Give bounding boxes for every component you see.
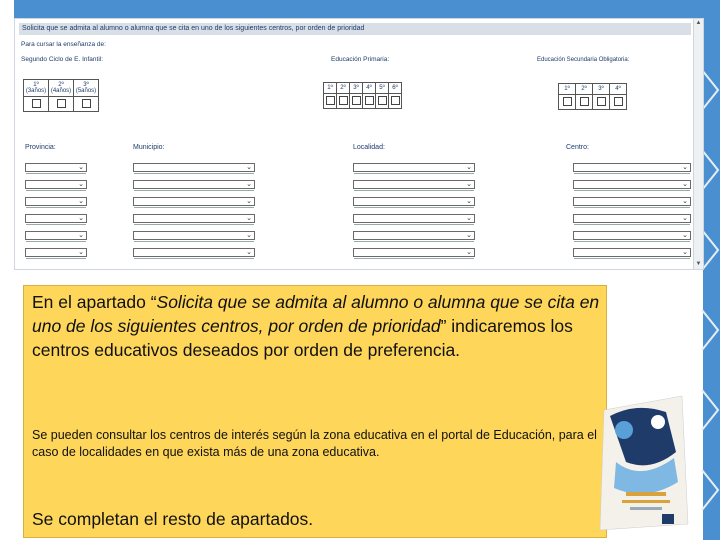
left-margin [0, 0, 14, 540]
chevron-down-icon: ⌄ [78, 198, 84, 205]
chevron-down-icon: ⌄ [246, 164, 252, 171]
chevron-down-icon: ⌄ [682, 198, 688, 205]
chevron-down-icon: ⌄ [466, 164, 472, 171]
chevron-down-icon: ⌄ [466, 198, 472, 205]
grade-checkbox[interactable] [614, 97, 623, 106]
chevron-down-icon: ⌄ [78, 181, 84, 188]
chevron-down-icon: ⌄ [246, 232, 252, 239]
grade-header: 3º [593, 84, 610, 95]
p1-rest: ” indicaremos los centros educativos deseados por orden de preferencia. [32, 316, 573, 360]
grade-header: 2º [576, 84, 593, 95]
chevron-down-icon: ⌄ [78, 164, 84, 171]
dropdown-select[interactable] [353, 163, 475, 172]
grade-header: 3º (5años) [74, 80, 99, 97]
localidad-label: Localidad: [353, 144, 385, 151]
primaria-grade-table [323, 82, 402, 109]
p1-quoted-section: Solicita que se admita al alumno o alumna que se cita en uno de los siguientes centros, por orden de prioridad [32, 292, 600, 336]
grade-checkbox[interactable] [352, 96, 361, 105]
grade-header: 3º [350, 83, 363, 94]
scroll-down-arrow-icon[interactable]: ▼ [695, 261, 702, 267]
grade-checkbox[interactable] [597, 97, 606, 106]
grade-checkbox[interactable] [339, 96, 348, 105]
p1-intro: En el apartado “ [32, 292, 157, 312]
grade-header: 1º [559, 84, 576, 95]
grade-checkbox[interactable] [391, 96, 400, 105]
grade-checkbox[interactable] [365, 96, 374, 105]
grade-checkbox[interactable] [57, 99, 66, 108]
dropdown-select[interactable] [25, 248, 87, 257]
dropdown-select[interactable] [25, 180, 87, 189]
dropdown-select[interactable] [133, 214, 255, 223]
municipio-label: Municipio: [133, 144, 165, 151]
chevron-down-icon: ⌄ [682, 164, 688, 171]
grade-header: 1º [324, 83, 337, 94]
dropdown-select[interactable] [353, 248, 475, 257]
grade-header: 2º [337, 83, 350, 94]
dropdown-select[interactable] [25, 231, 87, 240]
dropdown-select[interactable] [133, 197, 255, 206]
grade-header: 1º (3años) [24, 80, 49, 97]
dropdown-select[interactable] [25, 197, 87, 206]
eso-grade-table [558, 83, 627, 110]
grade-header: 4º [363, 83, 376, 94]
dropdown-select[interactable] [573, 163, 691, 172]
infantil-label: Segundo Ciclo de E. Infantil: [21, 56, 104, 63]
grade-header: 6º [389, 83, 402, 94]
grade-checkbox[interactable] [32, 99, 41, 108]
chevron-down-icon: ⌄ [246, 249, 252, 256]
dropdown-select[interactable] [573, 197, 691, 206]
centro-label: Centro: [566, 144, 589, 151]
dropdown-select[interactable] [353, 180, 475, 189]
grade-header: 5º [376, 83, 389, 94]
grade-checkbox[interactable] [563, 97, 572, 106]
application-form-screenshot [14, 18, 704, 270]
dropdown-select[interactable] [25, 214, 87, 223]
dropdown-select[interactable] [353, 197, 475, 206]
dropdown-select[interactable] [133, 163, 255, 172]
dropdown-select[interactable] [133, 231, 255, 240]
dropdown-select[interactable] [133, 248, 255, 257]
dropdown-select[interactable] [573, 248, 691, 257]
grade-header: 2º (4años) [49, 80, 74, 97]
scroll-up-arrow-icon[interactable]: ▲ [695, 20, 702, 26]
chevron-down-icon: ⌄ [246, 198, 252, 205]
dropdown-select[interactable] [353, 231, 475, 240]
top-blue-bar [0, 0, 720, 18]
explanation-paragraph-3: Se completan el resto de apartados. [32, 509, 314, 529]
chevron-down-icon: ⌄ [466, 249, 472, 256]
grade-checkbox[interactable] [82, 99, 91, 108]
chevron-down-icon: ⌄ [682, 249, 688, 256]
chevron-down-icon: ⌄ [466, 232, 472, 239]
grade-checkbox[interactable] [378, 96, 387, 105]
chevron-down-icon: ⌄ [682, 181, 688, 188]
form-section-title: Solicita que se admita al alumno o alumna que se cita en uno de los siguientes centros, por orden de prioridad [19, 23, 691, 35]
grade-header: 4º [610, 84, 627, 95]
chevron-down-icon: ⌄ [246, 181, 252, 188]
para-cursar-label: Para cursar la enseñanza de: [21, 41, 106, 48]
infantil-grade-table [23, 79, 99, 112]
eso-label: Educación Secundaria Obligatoria: [537, 57, 630, 63]
dropdown-select[interactable] [573, 231, 691, 240]
chevron-down-icon: ⌄ [78, 232, 84, 239]
explanation-paragraph-2: Se pueden consultar los centros de interés según la zona educativa en el portal de Educación, para el caso de localidades en que exista más de una zona educativa. [32, 428, 597, 459]
admission-poster-image [596, 392, 690, 532]
primaria-label: Educación Primaria: [331, 56, 390, 63]
chevron-down-icon: ⌄ [466, 181, 472, 188]
chevron-down-icon: ⌄ [78, 249, 84, 256]
chevron-down-icon: ⌄ [466, 215, 472, 222]
explanation-paragraph-1 [32, 290, 602, 362]
chevron-down-icon: ⌄ [682, 232, 688, 239]
dropdown-select[interactable] [25, 163, 87, 172]
dropdown-select[interactable] [353, 214, 475, 223]
grade-checkbox[interactable] [326, 96, 335, 105]
chevron-down-icon: ⌄ [682, 215, 688, 222]
chevron-down-icon: ⌄ [78, 215, 84, 222]
dropdown-select[interactable] [573, 180, 691, 189]
scrollbar[interactable] [693, 19, 703, 269]
dropdown-select[interactable] [133, 180, 255, 189]
chevron-down-icon: ⌄ [246, 215, 252, 222]
provincia-label: Provincia: [25, 144, 56, 151]
explanation-box [23, 285, 607, 538]
grade-checkbox[interactable] [580, 97, 589, 106]
dropdown-select[interactable] [573, 214, 691, 223]
